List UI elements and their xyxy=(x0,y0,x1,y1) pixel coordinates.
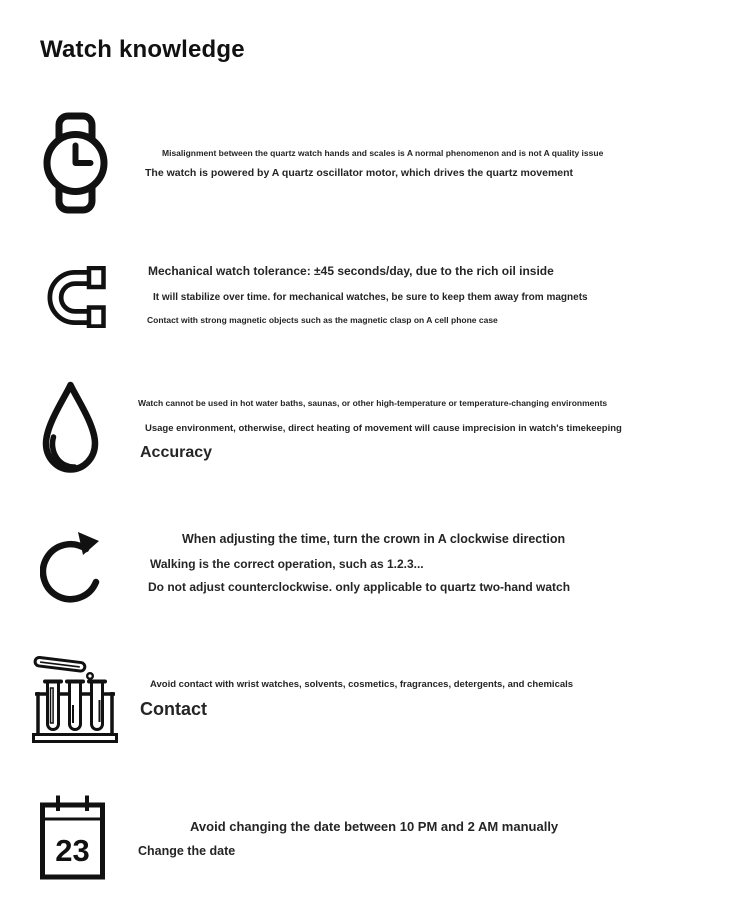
wristwatch-icon xyxy=(43,112,108,214)
section-text-line: Walking is the correct operation, such as 1.2.3... xyxy=(150,557,424,571)
clockwise-arrow-icon xyxy=(40,524,102,608)
section-text-line: Contact with strong magnetic objects such as the magnetic clasp on A cell phone case xyxy=(147,315,498,325)
section-text-line: Avoid contact with wrist watches, solvents, cosmetics, fragrances, detergents, and chemicals xyxy=(150,679,574,690)
section-text-line: Contact xyxy=(140,699,207,719)
section-text-line: Change the date xyxy=(138,844,236,858)
section-text-line: Mechanical watch tolerance: ±45 seconds/day, due to the rich oil inside xyxy=(148,264,554,278)
test-tubes-icon xyxy=(32,648,118,743)
section-text-line: Usage environment, otherwise, direct heating of movement will cause imprecision in watch's timekeeping xyxy=(145,423,622,434)
calendar-icon xyxy=(38,793,107,881)
section-text-line: Do not adjust counterclockwise. only applicable to quartz two-hand watch xyxy=(148,580,571,594)
section-text-line: It will stabilize over time. for mechanical watches, be sure to keep them away from magnets xyxy=(153,292,588,303)
section-text-line: The watch is powered by A quartz oscillator motor, which drives the quartz movement xyxy=(145,167,574,179)
magnet-icon xyxy=(42,266,108,328)
section-text-line: Accuracy xyxy=(140,444,213,461)
calendar-day-number: 23 xyxy=(55,833,90,868)
section-text-line: Misalignment between the quartz watch hands and scales is A normal phenomenon and is not A quality issue xyxy=(162,148,604,158)
water-drop-icon xyxy=(38,380,103,478)
page-title: Watch knowledge xyxy=(40,36,245,63)
section-text-line: When adjusting the time, turn the crown in A clockwise direction xyxy=(182,532,566,546)
section-text-line: Avoid changing the date between 10 PM and 2 AM manually xyxy=(190,819,559,834)
section-text-line: Watch cannot be used in hot water baths, saunas, or other high-temperature or temperature-changing environments xyxy=(138,398,608,408)
